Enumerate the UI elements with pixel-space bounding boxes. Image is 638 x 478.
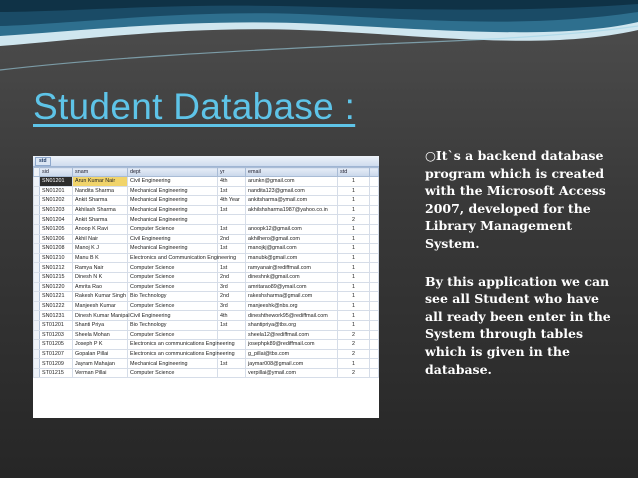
cell-sid[interactable]: SN01220: [40, 282, 73, 292]
cell-email[interactable]: sheela12@rediffmail.com: [246, 330, 338, 340]
student-table: [33, 167, 379, 378]
access-object-tab-bar: [33, 156, 379, 167]
cell-std[interactable]: 1: [338, 234, 370, 244]
cell-snam[interactable]: Manu B K: [73, 253, 128, 263]
cell-email[interactable]: manojkj@gmail.com: [246, 244, 338, 254]
cell-dept[interactable]: Civil Engineering: [128, 177, 218, 187]
cell-blank: [370, 177, 379, 187]
cell-std[interactable]: 1: [338, 359, 370, 369]
cell-yr[interactable]: 1st: [218, 263, 246, 273]
table-row[interactable]: [34, 311, 379, 321]
cell-snam[interactable]: Ramya Nair: [73, 263, 128, 273]
cell-sid[interactable]: ST01209: [40, 359, 73, 369]
access-table-screenshot: [33, 156, 379, 418]
cell-yr[interactable]: [218, 215, 246, 225]
cell-snam[interactable]: Sheela Mohan: [73, 330, 128, 340]
cell-dept[interactable]: Computer Science: [128, 368, 218, 378]
table-row[interactable]: [34, 349, 379, 359]
cell-sid[interactable]: ST01203: [40, 330, 73, 340]
table-body: [34, 177, 379, 378]
cell-yr[interactable]: 2nd: [218, 272, 246, 282]
cell-std[interactable]: 1: [338, 320, 370, 330]
cell-yr[interactable]: 1st: [218, 224, 246, 234]
cell-yr[interactable]: 1st: [218, 205, 246, 215]
cell-std[interactable]: 1: [338, 282, 370, 292]
cell-blank: [370, 253, 379, 263]
cell-snam[interactable]: Ankit Sharma: [73, 196, 128, 206]
cell-sid[interactable]: ST01207: [40, 349, 73, 359]
table-row[interactable]: [34, 263, 379, 273]
cell-snam[interactable]: Arun Kumar Nair: [73, 177, 128, 187]
cell-blank: [370, 311, 379, 321]
table-row[interactable]: [34, 340, 379, 350]
cell-yr[interactable]: 4th Year: [218, 196, 246, 206]
cell-blank: [370, 196, 379, 206]
cell-sid[interactable]: SN01204: [40, 215, 73, 225]
cell-std[interactable]: 1: [338, 186, 370, 196]
cell-dept[interactable]: Bio Technology: [128, 320, 218, 330]
cell-snam[interactable]: Joseph P K: [73, 340, 128, 350]
cell-snam[interactable]: Nandita Sharma: [73, 186, 128, 196]
cell-snam[interactable]: Manjeesh Kumar: [73, 301, 128, 311]
table-row[interactable]: [34, 359, 379, 369]
cell-blank: [370, 234, 379, 244]
cell-snam[interactable]: Verman Pillai: [73, 368, 128, 378]
cell-email[interactable]: jaymar008@gmail.com: [246, 359, 338, 369]
cell-snam[interactable]: Shanti Priya: [73, 320, 128, 330]
cell-sid[interactable]: SN01208: [40, 244, 73, 254]
cell-sid[interactable]: SN01221: [40, 292, 73, 302]
table-row[interactable]: [34, 224, 379, 234]
cell-yr[interactable]: [218, 330, 246, 340]
table-row[interactable]: [34, 215, 379, 225]
cell-dept[interactable]: Computer Science: [128, 330, 218, 340]
table-row[interactable]: [34, 272, 379, 282]
column-header-std[interactable]: std: [338, 168, 370, 177]
cell-std[interactable]: 1: [338, 244, 370, 254]
cell-sid[interactable]: SN01212: [40, 263, 73, 273]
table-row[interactable]: [34, 368, 379, 378]
cell-blank: [370, 224, 379, 234]
cell-email[interactable]: nandita123@gmail.com: [246, 186, 338, 196]
cell-email[interactable]: rakeshsharma@gmail.com: [246, 292, 338, 302]
cell-dept[interactable]: Mechanical Engineering: [128, 205, 218, 215]
description-paragraph-1: ○It`s a backend database program which is created with the Microsoft Access 2007, developed for the Library Management System.: [425, 148, 606, 251]
cell-blank: [370, 320, 379, 330]
cell-snam[interactable]: Amrita Rao: [73, 282, 128, 292]
cell-dept[interactable]: Mechanical Engineering: [128, 244, 218, 254]
cell-yr[interactable]: 2nd: [218, 234, 246, 244]
cell-yr[interactable]: [218, 368, 246, 378]
column-header-yr[interactable]: yr: [218, 168, 246, 177]
table-row[interactable]: [34, 177, 379, 187]
cell-dept[interactable]: Computer Science: [128, 263, 218, 273]
cell-yr[interactable]: 1st: [218, 320, 246, 330]
cell-sid[interactable]: ST01215: [40, 368, 73, 378]
cell-dept[interactable]: Computer Science: [128, 301, 218, 311]
cell-std[interactable]: 1: [338, 311, 370, 321]
cell-email[interactable]: shantipriya@tbs.org: [246, 320, 338, 330]
cell-std[interactable]: 1: [338, 205, 370, 215]
cell-blank: [370, 301, 379, 311]
cell-std[interactable]: 1: [338, 196, 370, 206]
cell-snam[interactable]: Rakesh Kumar Singh: [73, 292, 128, 302]
cell-email[interactable]: akhilshsharma1987@yahoo.co.in: [246, 205, 338, 215]
cell-dept[interactable]: Computer Science: [128, 272, 218, 282]
cell-dept[interactable]: Mechanical Engineering: [128, 186, 218, 196]
cell-std[interactable]: 1: [338, 263, 370, 273]
table-row[interactable]: [34, 320, 379, 330]
cell-sid[interactable]: SN01205: [40, 224, 73, 234]
cell-std[interactable]: 2: [338, 368, 370, 378]
cell-yr[interactable]: 1st: [218, 186, 246, 196]
cell-blank: [370, 330, 379, 340]
cell-dept[interactable]: Computer Science: [128, 282, 218, 292]
cell-std[interactable]: 2: [338, 349, 370, 359]
cell-dept[interactable]: Civil Engineering: [128, 234, 218, 244]
description-paragraph-2: By this application we can see all Student who have all ready been enter in the System through tables which is given in the database.: [425, 273, 611, 377]
cell-snam[interactable]: Gopalan Pillai: [73, 349, 128, 359]
table-row[interactable]: [34, 253, 379, 263]
slide-title: Student Database :: [33, 86, 356, 127]
cell-sid[interactable]: SN01231: [40, 311, 73, 321]
column-header-sid[interactable]: sid: [40, 168, 73, 177]
cell-email[interactable]: dineshnk@gmail.com: [246, 272, 338, 282]
cell-std[interactable]: 2: [338, 340, 370, 350]
cell-snam[interactable]: Anoop K Ravi: [73, 224, 128, 234]
cell-sid[interactable]: SN01201: [40, 177, 73, 187]
cell-blank: [370, 186, 379, 196]
table-row[interactable]: [34, 330, 379, 340]
cell-blank: [370, 368, 379, 378]
cell-blank: [370, 340, 379, 350]
cell-dept[interactable]: Electronics an communications Engineering: [128, 340, 218, 350]
cell-dept[interactable]: Bio Technology: [128, 292, 218, 302]
cell-dept[interactable]: Mechanical Engineering: [128, 359, 218, 369]
cell-std[interactable]: 1: [338, 292, 370, 302]
table-row[interactable]: [34, 292, 379, 302]
cell-dept[interactable]: Mechanical Engineering: [128, 196, 218, 206]
cell-std[interactable]: 1: [338, 177, 370, 187]
column-header-email[interactable]: email: [246, 168, 338, 177]
cell-sid[interactable]: SN01215: [40, 272, 73, 282]
cell-snam[interactable]: Manoj K J: [73, 244, 128, 254]
object-tab-std[interactable]: std: [35, 157, 51, 166]
cell-blank: [370, 244, 379, 254]
table-row[interactable]: [34, 196, 379, 206]
cell-email[interactable]: ramyanair@rediffmail.com: [246, 263, 338, 273]
cell-sid[interactable]: SN01201: [40, 186, 73, 196]
cell-email[interactable]: verpillai@ymail.com: [246, 368, 338, 378]
cell-email[interactable]: amritarao89@ymail.com: [246, 282, 338, 292]
cell-blank: [370, 205, 379, 215]
cell-snam[interactable]: Akhil Nair: [73, 234, 128, 244]
column-header-snam[interactable]: snam: [73, 168, 128, 177]
cell-sid[interactable]: SN01222: [40, 301, 73, 311]
table-row[interactable]: [34, 301, 379, 311]
cell-blank: [370, 263, 379, 273]
cell-snam[interactable]: Jayram Mahajan: [73, 359, 128, 369]
cell-blank: [370, 215, 379, 225]
cell-email[interactable]: anoopk12@gmail.com: [246, 224, 338, 234]
cell-email[interactable]: [246, 215, 338, 225]
table-header-row: [34, 168, 379, 177]
table-row[interactable]: [34, 244, 379, 254]
cell-sid[interactable]: SN01210: [40, 253, 73, 263]
cell-snam[interactable]: Dinesh Kumar Manipal: [73, 311, 128, 321]
cell-email[interactable]: manjeeshk@nbs.org: [246, 301, 338, 311]
cell-yr[interactable]: 1st: [218, 244, 246, 254]
cell-sid[interactable]: SN01202: [40, 196, 73, 206]
cell-yr[interactable]: 3rd: [218, 282, 246, 292]
cell-blank: [370, 272, 379, 282]
cell-sid[interactable]: ST01205: [40, 340, 73, 350]
cell-dept[interactable]: Electronics an communications Engineering: [128, 349, 218, 359]
cell-std[interactable]: 2: [338, 215, 370, 225]
cell-sid[interactable]: SN01206: [40, 234, 73, 244]
cell-email[interactable]: arunkn@gmail.com: [246, 177, 338, 187]
cell-blank: [370, 349, 379, 359]
cell-sid[interactable]: SN01203: [40, 205, 73, 215]
cell-yr[interactable]: 2nd: [218, 292, 246, 302]
header-wave-decoration: [0, 0, 638, 90]
cell-std[interactable]: 1: [338, 301, 370, 311]
table-row[interactable]: [34, 205, 379, 215]
cell-email[interactable]: josephpk89@rediffmail.com: [246, 340, 338, 350]
cell-blank: [370, 292, 379, 302]
cell-std[interactable]: 1: [338, 272, 370, 282]
cell-yr[interactable]: 1st: [218, 359, 246, 369]
cell-std[interactable]: 1: [338, 253, 370, 263]
table-row[interactable]: [34, 282, 379, 292]
cell-email[interactable]: ankitsharma@ymail.com: [246, 196, 338, 206]
cell-email[interactable]: akhilhero@gmail.com: [246, 234, 338, 244]
cell-sid[interactable]: ST01201: [40, 320, 73, 330]
cell-email[interactable]: manubk@gmail.com: [246, 253, 338, 263]
column-header-dept[interactable]: dept: [128, 168, 218, 177]
column-header-blank: [370, 168, 379, 177]
cell-yr[interactable]: 4th: [218, 311, 246, 321]
cell-snam[interactable]: Akhilash Sharma: [73, 205, 128, 215]
cell-dept[interactable]: Mechanical Engineering: [128, 215, 218, 225]
cell-email[interactable]: dineshthework95@rediffmail.com: [246, 311, 338, 321]
cell-dept[interactable]: Computer Science: [128, 224, 218, 234]
cell-blank: [370, 359, 379, 369]
cell-email[interactable]: g_pillai@tbs.com: [246, 349, 338, 359]
cell-blank: [370, 282, 379, 292]
cell-dept[interactable]: Electronics and Communication Engineering: [128, 253, 218, 263]
cell-snam[interactable]: Ankit Sharma: [73, 215, 128, 225]
cell-yr[interactable]: 3rd: [218, 301, 246, 311]
cell-std[interactable]: 1: [338, 224, 370, 234]
table-row[interactable]: [34, 186, 379, 196]
cell-yr[interactable]: 4th: [218, 177, 246, 187]
slide-body-text: [425, 147, 615, 378]
cell-dept[interactable]: Civil Engineering: [128, 311, 218, 321]
cell-snam[interactable]: Dinesh N K: [73, 272, 128, 282]
table-row[interactable]: [34, 234, 379, 244]
cell-std[interactable]: 2: [338, 330, 370, 340]
